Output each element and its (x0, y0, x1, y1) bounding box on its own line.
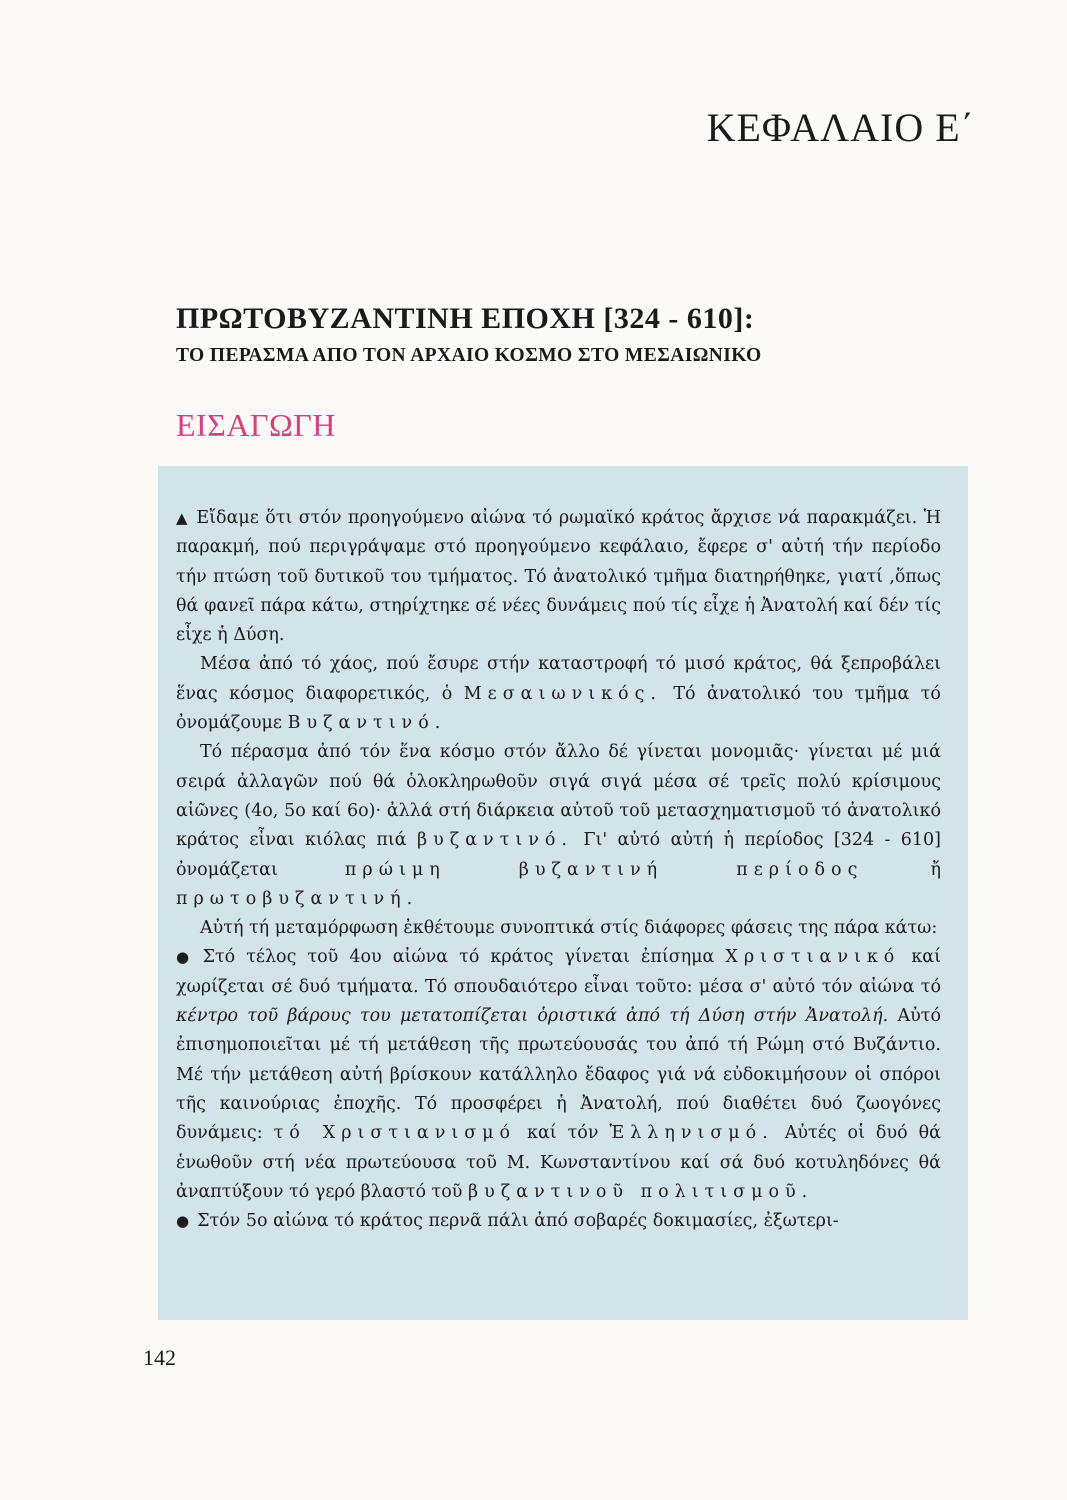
spaced-term: βυζαντινοῦ πολιτισμοῦ. (468, 1181, 814, 1202)
paragraph-3: Τό πέρασμα ἀπό τόν ἕνα κόσμο στόν ἄλλο δέ γίνεται μονομιᾶς· γίνεται μέ μιά σειρά ἀλλαγῶν πού θά ὁλοκληρωθοῦν σιγά σιγά μέσα σέ τρεῖς πολύ κρίσιμους αἰῶνες (4ο, 5ο καί 6ο)· ἀλλά στή διάρκεια αὐτοῦ τοῦ μετασχηματισμοῦ τό ἀνατολικό κράτος εἶναι κιόλας πιά βυζαντινό. Γι' αὐτό αὐτή ἡ περίοδος [324 - 610] ὀνομάζεται πρώιμη βυζαντινή περίοδος ἤ πρωτοβυζαντινή. (176, 742, 941, 909)
paragraph-1: ▲ Εἴδαμε ὅτι στόν προηγούμενο αἰώνα τό ρωμαϊκό κράτος ἄρχισε νά παρακμάζει. Ἡ παρακμή, πού περιγράψαμε στό προηγούμενο κεφάλαιο, ἔφερε σ' αὐτή τήν περίοδο τήν πτώση τοῦ δυτικοῦ του τμήματος. Τό ἀνατολικό τμῆμα διατηρήθηκε, γιατί ,ὅπως θά φανεῖ πάρα κάτω, στηρίχτηκε σέ νέες δυνάμεις πού τίς εἶχε ἡ Ἀνατολή καί δέν τίς εἶχε ἡ Δύση. (176, 508, 941, 646)
spaced-term: Ἑλληνισμό. (609, 1123, 774, 1144)
spaced-term: Μεσαιωνικός. (463, 683, 662, 704)
paragraph-2: Μέσα ἀπό τό χάος, πού ἔσυρε στήν καταστροφή τό μισό κράτος, θά ξεπροβάλει ἕνας κόσμος διαφορετικός, ὁ Μεσαιωνικός. Τό ἀνατολικό του τμῆμα τό ὀνομάζουμε Βυζαντινό. (176, 654, 941, 734)
spaced-term: Βυζαντινό. (287, 713, 447, 734)
subtitle: ΤΟ ΠΕΡΑΣΜΑ ΑΠΟ ΤΟΝ ΑΡΧΑΙΟ ΚΟΣΜΟ ΣΤΟ ΜΕΣΑΙΩΝΙΚΟ (176, 345, 762, 366)
paragraph-5: ● Στό τέλος τοῦ 4ου αἰώνα τό κράτος γίνεται ἐπίσημα Χριστιανικό καί χωρίζεται σέ δυό τμήματα. Τό σπουδαιότερο εἶναι τοῦτο: μέσα σ' αὐτό τόν αἰώνα τό κέντρο τοῦ βάρους του μετατοπίζεται ὁριστικά ἀπό τή Δύση στήν Ἀνατολή. Αὐτό ἐπισημοποιεῖται μέ τή μετάθεση τῆς πρωτεύουσάς του ἀπό τή Ρώμη στό Βυζάντιο. Μέ τήν μετάθεση αὐτή βρίσκουν κατάλληλο ἔδαφος γιά νά εὐδοκιμήσουν οἱ σπόροι τῆς καινούριας ἐποχῆς. Τό προσφέρει ἡ Ἀνατολή, πού διαθέτει δυό ζωογόνες δυνάμεις: τό Χριστιανισμό καί τόν Ἑλληνισμό. Αὐτές οἱ δυό θά ἑνωθοῦν στή νέα πρωτεύουσα τοῦ Μ. Κωνσταντίνου καί σά δυό κοτυληδόνες θά ἀναπτύξουν τό γερό βλαστό τοῦ βυζαντινοῦ πολιτισμοῦ. (176, 947, 941, 1202)
page-number: 142 (143, 1345, 176, 1370)
body-text (176, 504, 941, 1236)
main-title: ΠΡΩΤΟΒΥΖΑΝΤΙΝΗ ΕΠΟΧΗ [324 - 610]: (176, 302, 755, 335)
spaced-term: τό Χριστιανισμό (273, 1123, 517, 1144)
spaced-term: βυζαντινό. (417, 830, 573, 851)
spaced-term: πρώιμη βυζαντινή περίοδος (344, 859, 864, 880)
dot-bullet-icon: ● (176, 1212, 190, 1231)
spaced-term: πρωτοβυζαντινή. (176, 888, 419, 909)
chapter-label: ΚΕΦΑΛΑΙΟ Ε΄ (706, 105, 975, 150)
italic-phrase: κέντρο τοῦ βάρους του μετατοπίζεται ὁριστικά ἀπό τή Δύση στήν Ἀνατολή. (176, 1006, 889, 1027)
dot-bullet-icon: ● (176, 948, 195, 967)
paragraph-4: Αὐτή τή μεταμόρφωση ἐκθέτουμε συνοπτικά στίς διάφορες φάσεις της πάρα κάτω: (200, 918, 938, 939)
paragraph-6: ● Στόν 5ο αἰώνα τό κράτος περνᾶ πάλι ἀπό σοβαρές δοκιμασίες, ἐξωτερι- (176, 1211, 839, 1232)
spaced-term: Χριστιανικό (725, 947, 901, 968)
section-heading: ΕΙΣΑΓΩΓΗ (176, 407, 336, 443)
triangle-bullet-icon: ▲ (176, 509, 189, 527)
